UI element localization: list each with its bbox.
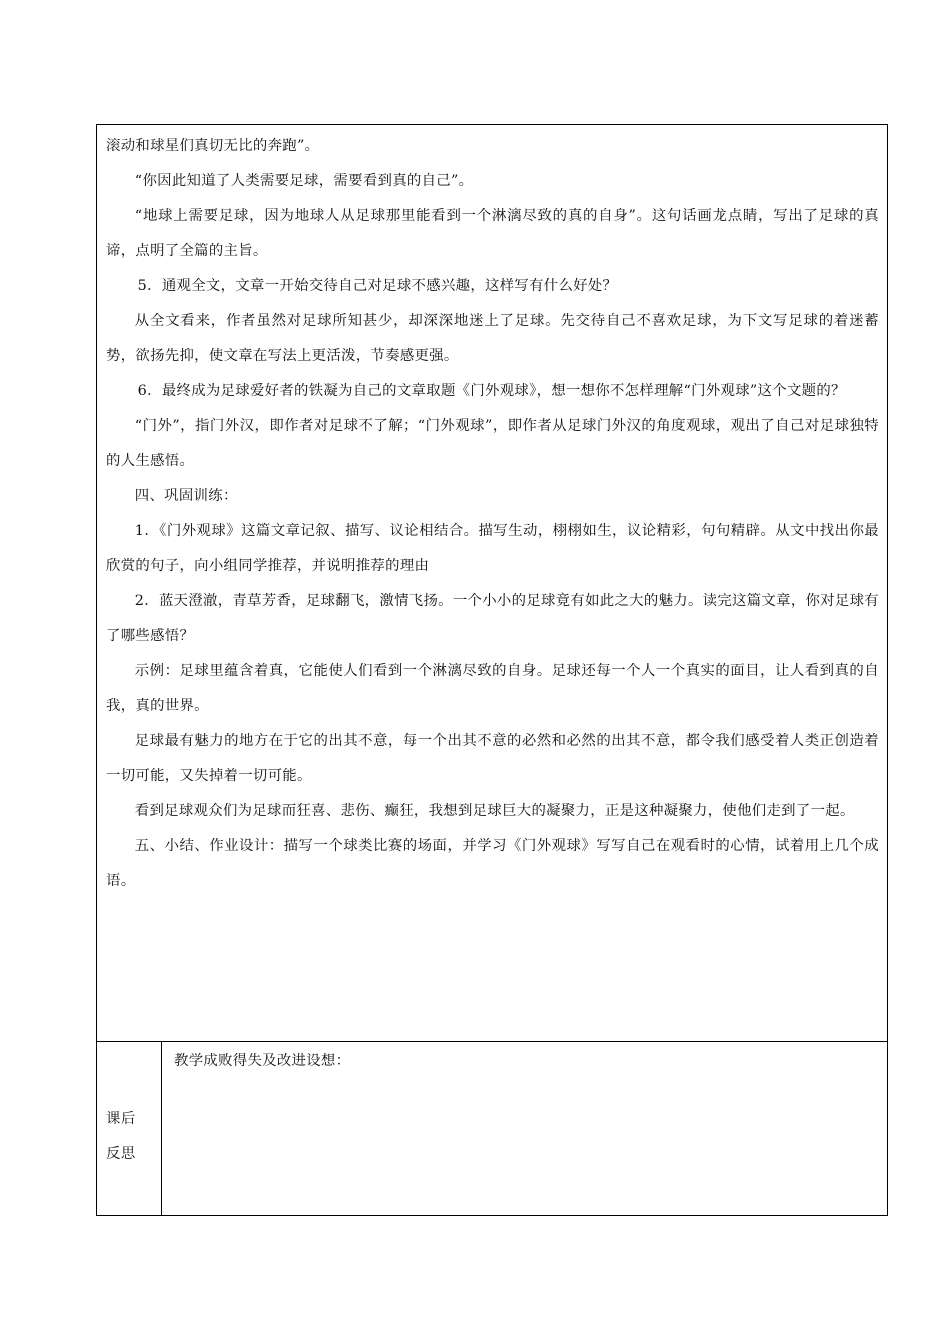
- reflection-row: [97, 1042, 887, 1215]
- reflection-prompt: 教学成败得失及改进设想：: [174, 1053, 351, 1069]
- lesson-content-cell: [97, 125, 887, 1042]
- paragraph: 1．《门外观球》这篇文章记叙、描写、议论相结合。描写生动，栩栩如生，议论精彩，句句精辟。从文中找出你最欣赏的句子，向小组同学推荐，并说明推荐的理由: [106, 523, 879, 574]
- paragraph: 从全文看来，作者虽然对足球所知甚少，却深深地迷上了足球。先交待自己不喜欢足球，为下文写足球的着迷蓄势，欲扬先抑，使文章在写法上更活泼，节奏感更强。: [106, 313, 879, 364]
- paragraph: 看到足球观众们为足球而狂喜、悲伤、癫狂，我想到足球巨大的凝聚力，正是这种凝聚力，使他们走到了一起。: [134, 803, 855, 819]
- paragraph: 示例：足球里蕴含着真，它能使人们看到一个淋漓尽致的自身。足球还每一个人一个真实的面目，让人看到真的自我，真的世界。: [106, 663, 879, 714]
- reflection-label-cell: [97, 1042, 162, 1215]
- reflection-content-cell: [162, 1042, 887, 1215]
- paragraph: 滚动和球星们真切无比的奔跑”。: [106, 138, 320, 154]
- paragraph: 2．蓝天澄澈，青草芳香，足球翻飞，激情飞扬。一个小小的足球竟有如此之大的魅力。读完这篇文章，你对足球有了哪些感悟？: [106, 593, 879, 644]
- paragraph: 6．最终成为足球爱好者的铁凝为自己的文章取题《门外观球》，想一想你不怎样理解“门外观球”这个文题的？: [137, 383, 846, 399]
- reflection-label-line-2: 反思: [106, 1146, 136, 1162]
- reflection-label-line-1: 课后: [106, 1111, 136, 1127]
- lesson-plan-table: [96, 124, 888, 1216]
- paragraph: 5．通观全文，文章一开始交待自己对足球不感兴趣，这样写有什么好处？: [137, 278, 618, 294]
- paragraph: 五、小结、作业设计：描写一个球类比赛的场面，并学习《门外观球》写写自己在观看时的心情，试着用上几个成语。: [106, 838, 879, 889]
- paragraph: “你因此知道了人类需要足球，需要看到真的自己”。: [134, 173, 474, 189]
- paragraph: “门外”，指门外汉，即作者对足球不了解；“门外观球”，即作者从足球门外汉的角度观球，观出了自己对足球独特的人生感悟。: [106, 418, 879, 469]
- paragraph: “地球上需要足球，因为地球人从足球那里能看到一个淋漓尽致的真的自身”。这句话画龙点睛，写出了足球的真谛，点明了全篇的主旨。: [106, 208, 879, 259]
- paragraph: 四、巩固训练：: [134, 488, 238, 504]
- paragraph: 足球最有魅力的地方在于它的出其不意，每一个出其不意的必然和必然的出其不意，都令我们感受着人类正创造着一切可能，又失掉着一切可能。: [106, 733, 879, 784]
